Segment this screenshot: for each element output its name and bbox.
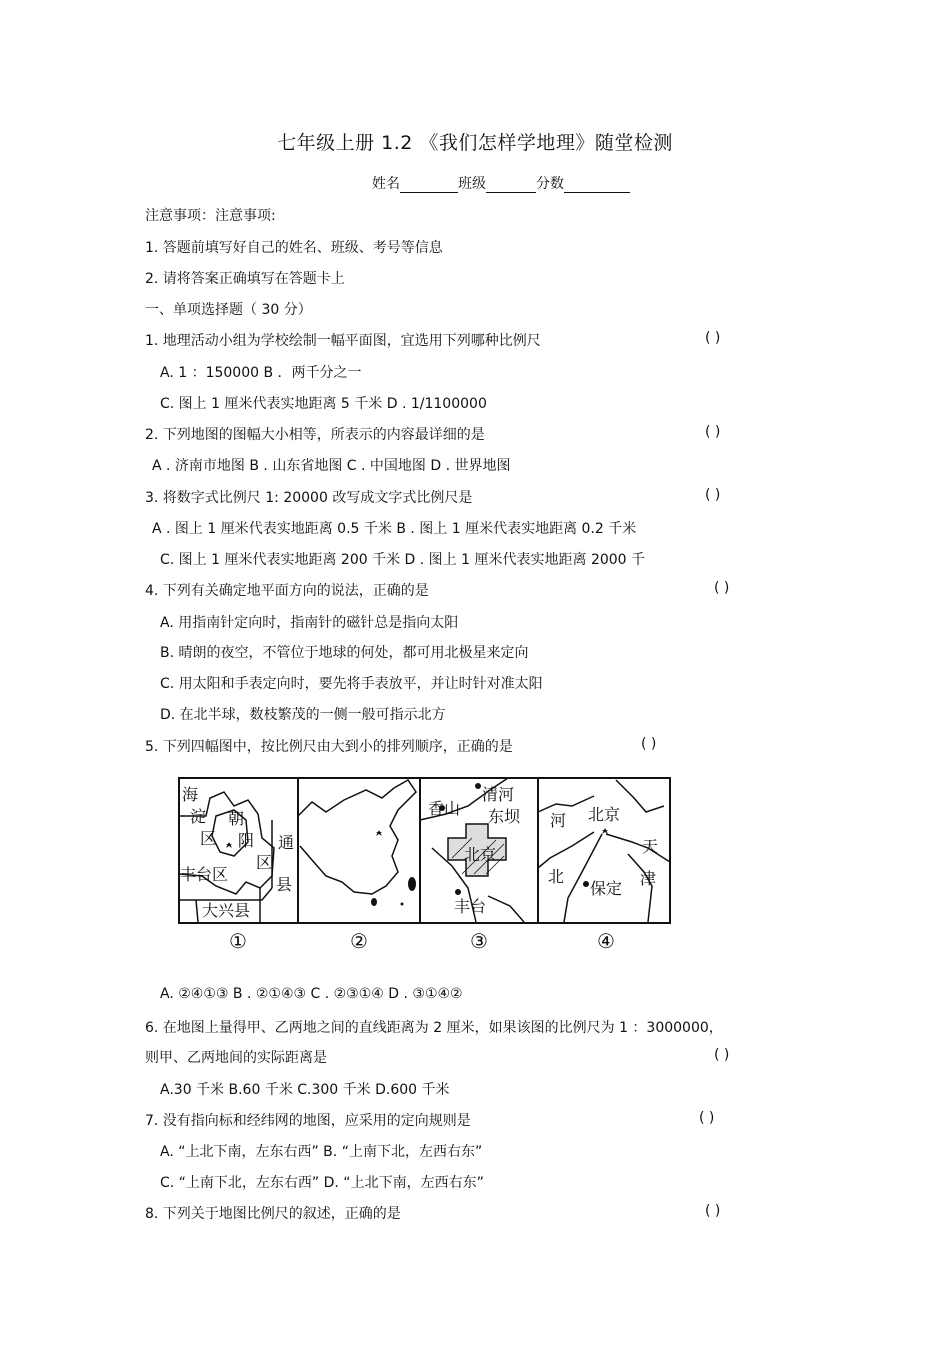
svg-text:北京: 北京	[464, 845, 497, 864]
name-label: 姓名	[372, 176, 400, 192]
answer-paren: ( )	[705, 330, 721, 346]
question-options: A.30 千米 B.60 千米 C.300 千米 D.600 千米	[160, 1082, 450, 1098]
class-label: 班级	[458, 176, 486, 192]
score-field[interactable]	[564, 178, 630, 193]
question-options: C. 图上 1 厘米代表实地距离 200 千米 D . 图上 1 厘米代表实地距离 2000 千	[160, 552, 646, 568]
notice-item: 2. 请将答案正确填写在答题卡上	[145, 271, 345, 287]
four-maps-figure	[176, 776, 676, 956]
svg-text:香山: 香山	[428, 799, 461, 818]
svg-text:天: 天	[642, 837, 659, 856]
svg-text:河: 河	[550, 811, 567, 830]
question-stem: 4. 下列有关确定地平面方向的说法，正确的是	[145, 583, 429, 599]
svg-text:北: 北	[548, 867, 565, 886]
answer-paren: ( )	[705, 1203, 721, 1219]
question-stem: 1. 地理活动小组为学校绘制一幅平面图，宜选用下列哪种比例尺	[145, 333, 541, 349]
svg-text:北京: 北京	[588, 805, 621, 824]
question-options: A. “上北下南，左东右西” B. “上南下北，左西右东”	[160, 1144, 483, 1160]
svg-text:保定: 保定	[590, 879, 623, 898]
section-heading: 一、单项选择题（ 30 分）	[145, 302, 312, 318]
page-title: 七年级上册 1.2 《我们怎样学地理》随堂检测	[277, 132, 673, 154]
score-label: 分数	[536, 176, 564, 192]
map-label: ②	[350, 929, 368, 953]
svg-text:通: 通	[278, 833, 295, 852]
notice-heading: 注意事项：注意事项:	[145, 208, 276, 224]
svg-text:丰台区: 丰台区	[180, 865, 229, 884]
svg-text:区: 区	[256, 853, 273, 872]
svg-text:清河: 清河	[482, 785, 515, 804]
question-options: C. 图上 1 厘米代表实地距离 5 千米 D . 1/1100000	[160, 396, 487, 412]
map-2	[298, 780, 416, 894]
answer-paren: ( )	[714, 1047, 730, 1063]
svg-text:区: 区	[200, 829, 217, 848]
question-stem: 5. 下列四幅图中，按比例尺由大到小的排列顺序，正确的是	[145, 739, 513, 755]
svg-text:东坝: 东坝	[488, 807, 521, 826]
name-field[interactable]	[400, 178, 458, 193]
svg-text:淀: 淀	[190, 807, 207, 826]
svg-text:津: 津	[640, 869, 657, 888]
question-stem: 6. 在地图上量得甲、乙两地之间的直线距离为 2 厘米，如果该图的比例尺为 1 ：3000000，	[145, 1020, 723, 1036]
question-options: A . 济南市地图 B . 山东省地图 C . 中国地图 D . 世界地图	[152, 458, 511, 474]
question-stem: 3. 将数字式比例尺 1: 20000 改写成文字式比例尺是	[145, 490, 473, 506]
question-options: A. 用指南针定向时，指南针的磁针总是指向太阳	[160, 615, 459, 631]
student-info-line	[372, 173, 630, 193]
question-options: A. ②④①③ B . ②①④③ C . ②③①④ D . ③①④②	[160, 986, 463, 1002]
question-options: C. “上南下北，左东右西” D. “上北下南，左西右东”	[160, 1175, 484, 1191]
question-options: D. 在北半球，数枝繁茂的一侧一般可指示北方	[160, 707, 446, 723]
question-options: A . 图上 1 厘米代表实地距离 0.5 千米 B . 图上 1 厘米代表实地距离 0.2 千米	[152, 521, 637, 537]
svg-text:县: 县	[276, 875, 293, 894]
answer-paren: ( )	[714, 580, 730, 596]
map-label: ①	[229, 929, 247, 953]
question-stem: 8. 下列关于地图比例尺的叙述，正确的是	[145, 1206, 401, 1222]
figure-frame	[179, 778, 670, 923]
class-field[interactable]	[486, 178, 536, 193]
svg-text:丰台: 丰台	[454, 897, 487, 916]
question-stem: 2. 下列地图的图幅大小相等，所表示的内容最详细的是	[145, 427, 485, 443]
capital-star-icon	[376, 830, 382, 836]
question-options: A. 1 ：150000 B ．两千分之一	[160, 365, 362, 381]
question-stem: 7. 没有指向标和经纬网的地图，应采用的定向规则是	[145, 1113, 471, 1129]
svg-text:海: 海	[182, 785, 199, 804]
svg-text:大兴县: 大兴县	[202, 901, 251, 920]
map-label: ④	[597, 929, 615, 953]
question-stem-continued: 则甲、乙两地间的实际距离是	[145, 1050, 327, 1066]
capital-star-icon	[226, 842, 232, 848]
answer-paren: ( )	[705, 487, 721, 503]
answer-paren: ( )	[705, 424, 721, 440]
svg-text:朝: 朝	[228, 809, 245, 828]
notice-item: 1. 答题前填写好自己的姓名、班级、考号等信息	[145, 240, 443, 256]
answer-paren: ( )	[641, 736, 657, 752]
question-options: B. 晴朗的夜空，不管位于地球的何处，都可用北极星来定向	[160, 645, 529, 661]
question-options: C. 用太阳和手表定向时，要先将手表放平，并让时针对准太阳	[160, 676, 543, 692]
capital-star-icon	[602, 828, 608, 834]
answer-paren: ( )	[699, 1110, 715, 1126]
svg-text:阳: 阳	[238, 831, 255, 850]
map-label: ③	[470, 929, 488, 953]
